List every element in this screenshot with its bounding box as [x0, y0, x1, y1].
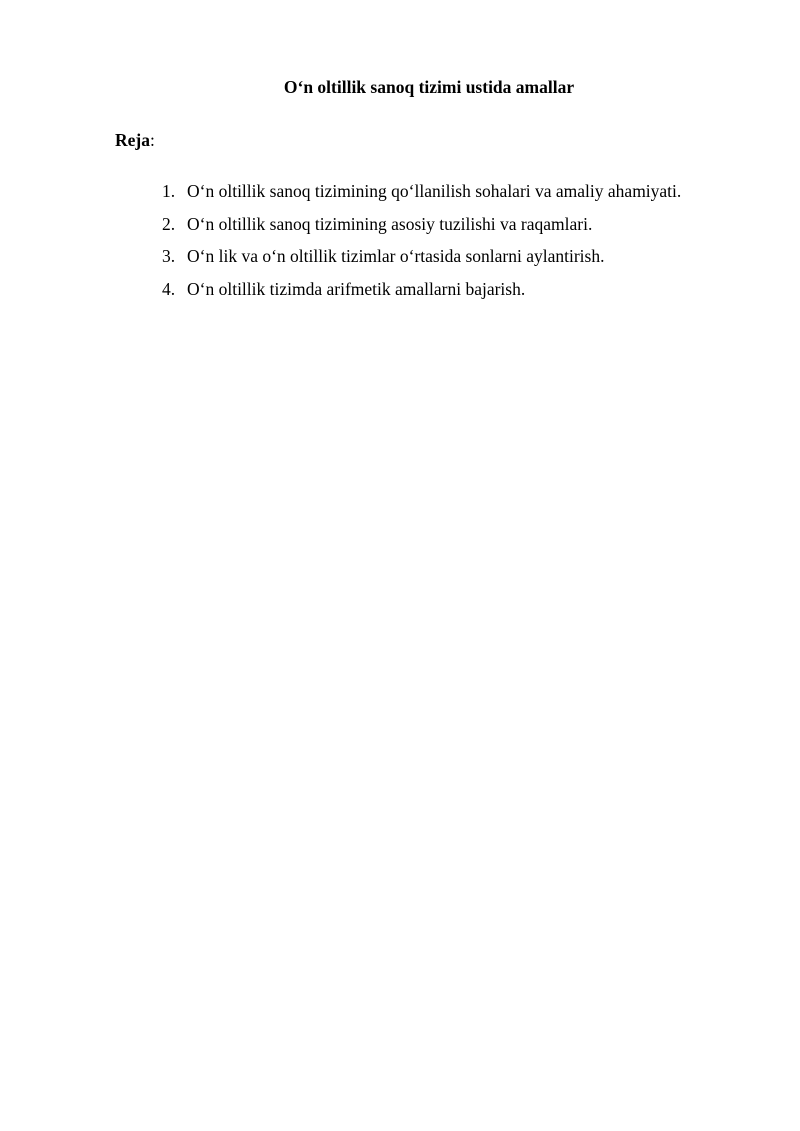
plan-item-number: 4.	[162, 278, 176, 299]
plan-item-text: O‘n oltillik sanoq tizimining qo‘llanilish sohalari va amaliy ahamiyati.	[187, 181, 682, 201]
plan-list	[162, 180, 681, 310]
plan-colon: :	[149, 130, 155, 150]
plan-item	[162, 180, 681, 213]
plan-item-text: O‘n oltillik tizimda arifmetik amallarni bajarish.	[187, 278, 526, 299]
plan-item-number: 3.	[162, 246, 176, 266]
plan-item	[162, 278, 681, 311]
plan-item-number: 1.	[162, 181, 176, 201]
plan-item-text: O‘n oltillik sanoq tizimining asosiy tuzilishi va raqamlari.	[187, 213, 593, 234]
plan-item-number: 2.	[162, 213, 176, 234]
plan-item	[162, 213, 681, 246]
plan-item	[162, 245, 681, 278]
plan-label: Reja	[115, 130, 150, 150]
plan-heading	[115, 129, 155, 151]
document-title: O‘n oltillik sanoq tizimi ustida amallar	[283, 77, 575, 97]
plan-item-text: O‘n lik va o‘n oltillik tizimlar o‘rtasida sonlarni aylantirish.	[187, 246, 605, 266]
